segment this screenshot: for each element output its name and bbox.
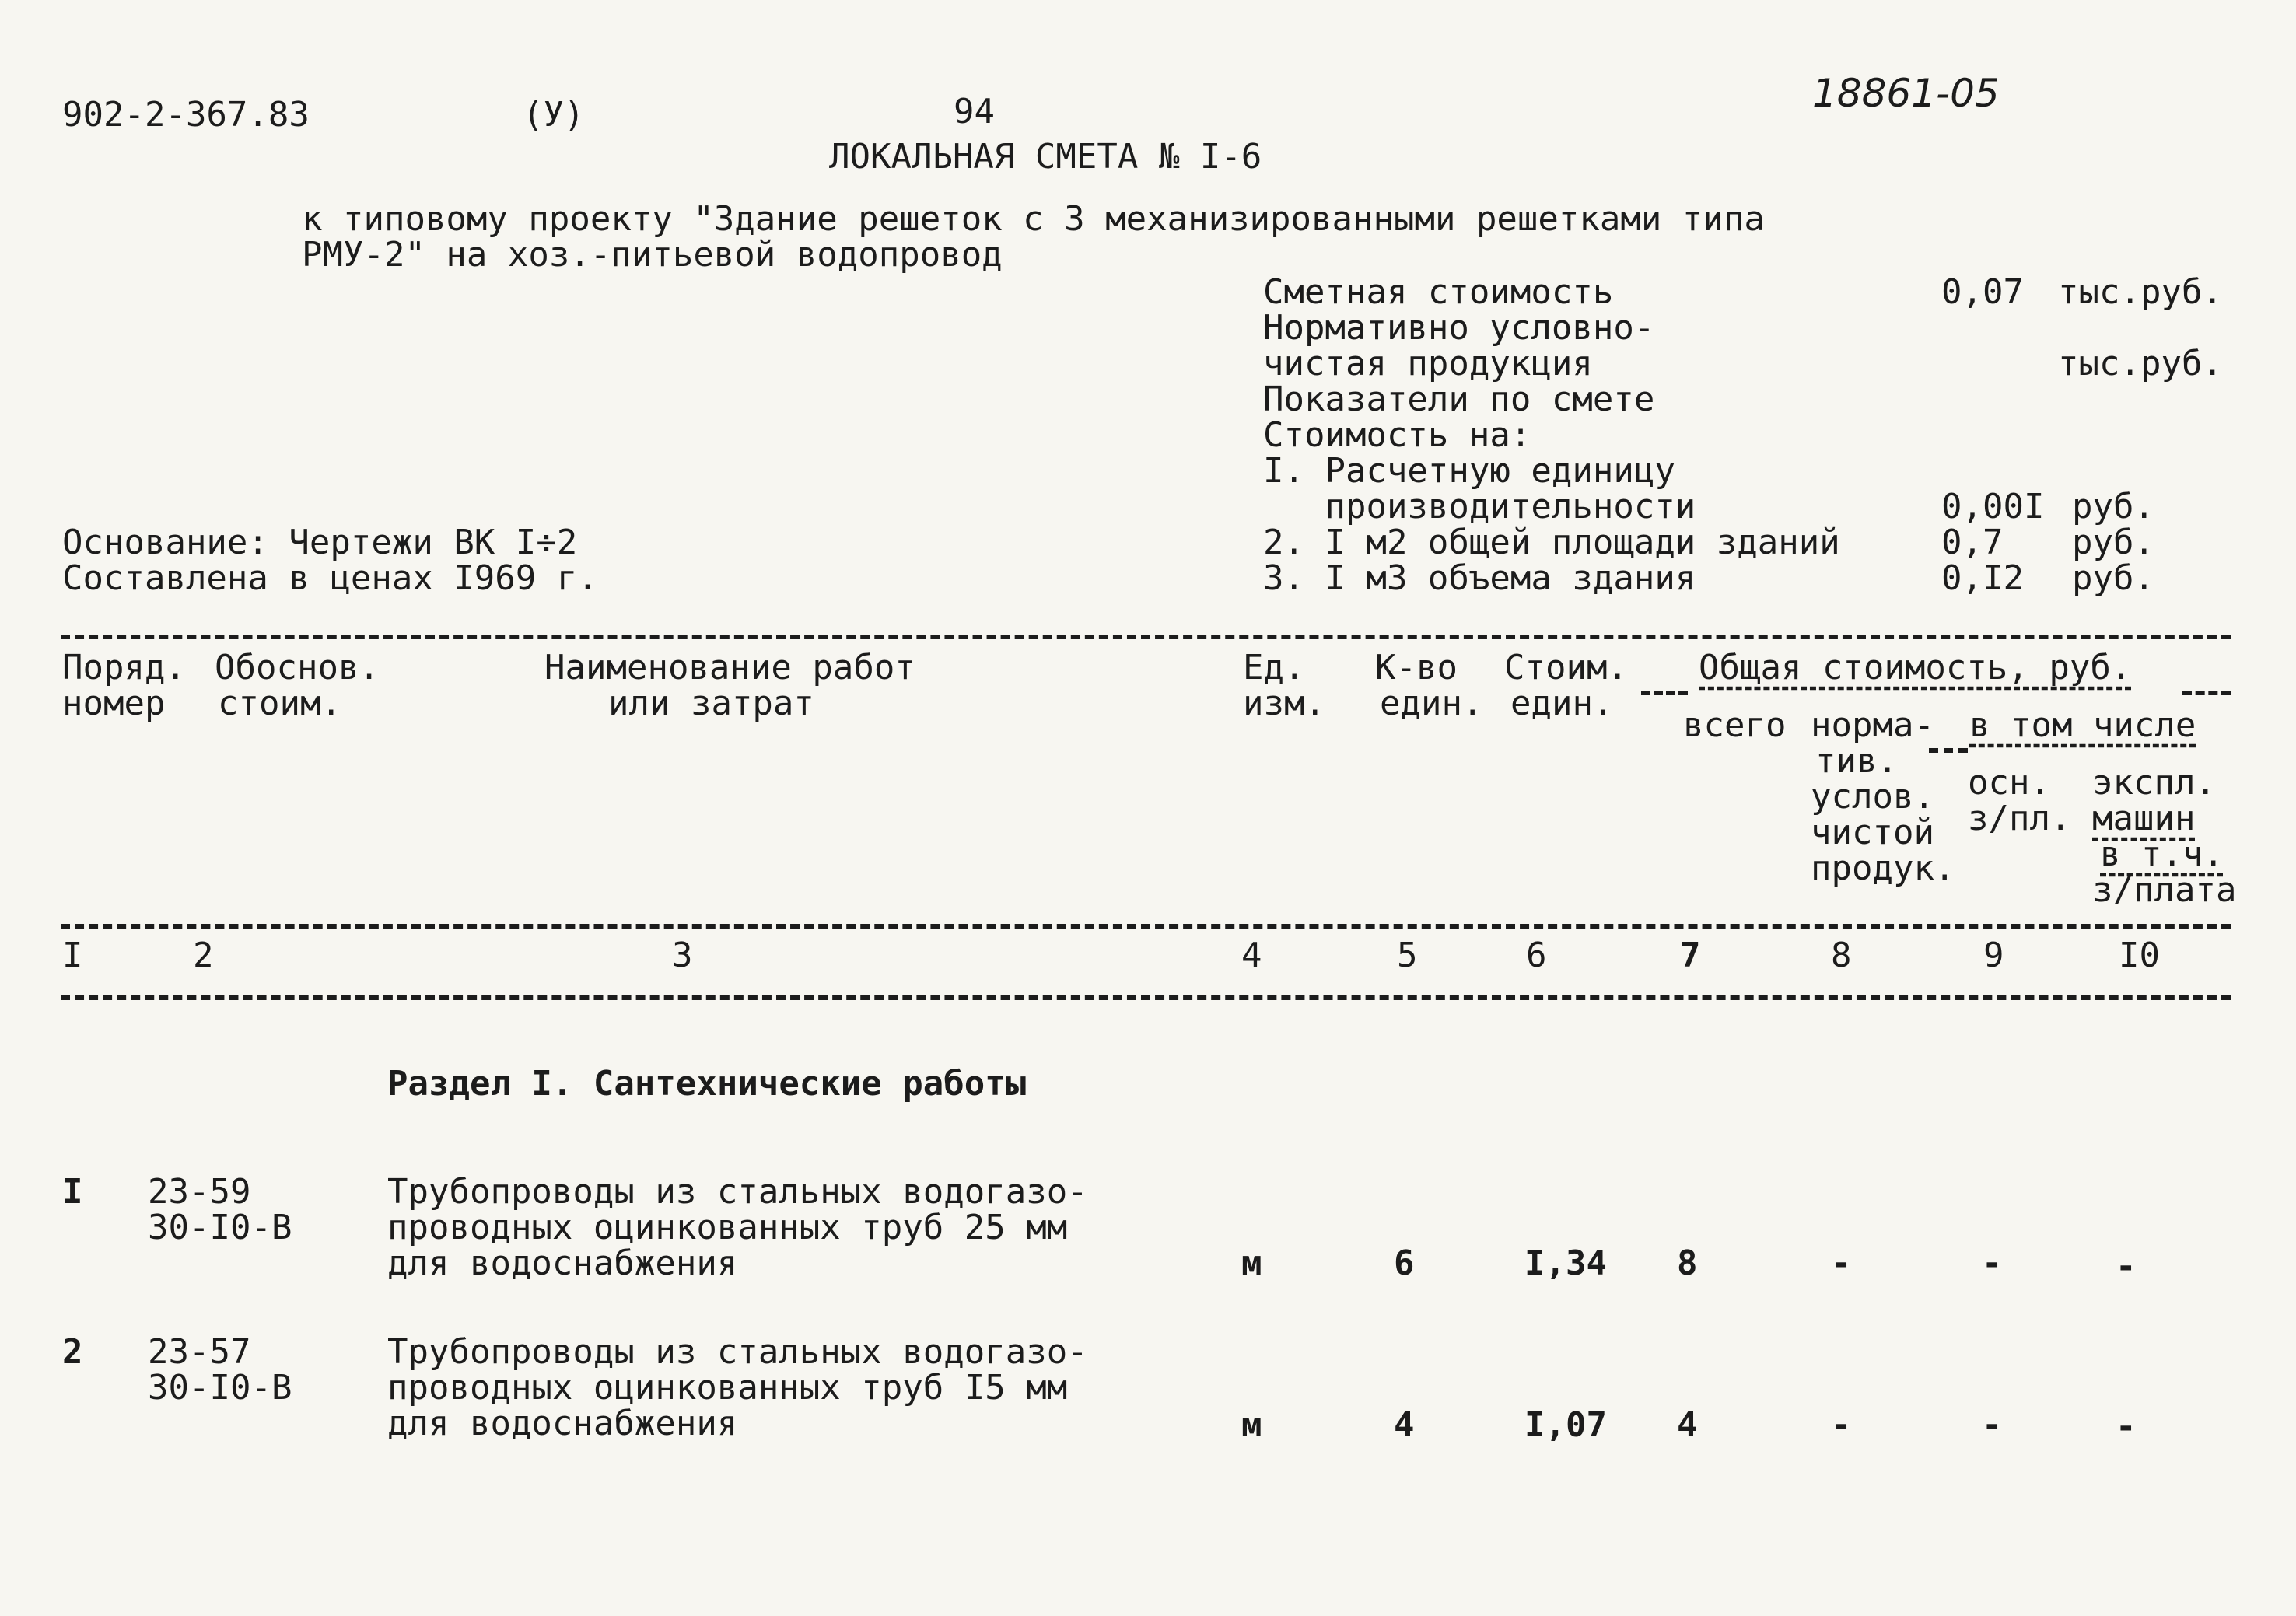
row-basis-line2: 30-I0-В [148, 1208, 292, 1247]
total-cost-rule-left [1641, 691, 1688, 695]
column-number: I0 [2119, 936, 2160, 975]
col-machines-header-line3: в т.ч. [2100, 834, 2224, 874]
col-norm-header-line4: чистой [1811, 813, 1934, 852]
column-number: 3 [672, 936, 693, 975]
column-number: 2 [193, 936, 214, 975]
indicator-1-value: 0,00I [1941, 487, 2045, 526]
indicator-3-value: 0,I2 [1941, 558, 2024, 598]
document-title: ЛОКАЛЬНАЯ СМЕТА № I-6 [829, 137, 1262, 177]
col-price-header-line2: един. [1510, 684, 1614, 723]
row-name-line1: Трубопроводы из стальных водогазо- [387, 1172, 1088, 1212]
col-norm-header-line2: тив. [1815, 741, 1898, 781]
col-order-header-line1: Поряд. [62, 648, 186, 687]
indicators-label: Показатели по смете [1263, 380, 1655, 419]
column-number: 7 [1680, 936, 1701, 975]
col-norm-header-line5: продук. [1811, 848, 1955, 888]
total-cost-group-header: Общая стоимость, руб. [1699, 648, 2132, 687]
row-normative: - [1831, 1405, 1852, 1445]
row-unit-price: I,07 [1524, 1405, 1607, 1445]
row-basis-line1: 23-59 [148, 1172, 251, 1212]
row-wage: - [1982, 1243, 2003, 1283]
row-name-line3: для водоснабжения [387, 1404, 738, 1443]
row-basis-line1: 23-57 [148, 1332, 251, 1372]
normative-label-line1: Нормативно условно- [1263, 308, 1655, 348]
cost-per-label: Стоимость на: [1263, 415, 1531, 455]
column-number: 5 [1397, 936, 1418, 975]
indicator-1-label-line1: I. Расчетную единицу [1263, 451, 1675, 491]
col-norm-header-line3: услов. [1811, 777, 1934, 817]
row-unit: м [1241, 1243, 1262, 1283]
col-unit-header-line2: изм. [1243, 684, 1325, 723]
col-machines-header-line4: з/плата [2092, 870, 2237, 910]
row-name-line2: проводных оцинкованных труб I5 мм [387, 1368, 1068, 1408]
including-rule-left [1929, 748, 1968, 753]
col-name-header-line2: или затрат [608, 684, 814, 723]
col-machines-header-line2: машин [2092, 799, 2196, 838]
variant-mark: (У) [523, 95, 585, 135]
project-subtitle-line2: РМУ-2" на хоз.-питьевой водопровод [302, 235, 1003, 275]
row-order-number: 2 [62, 1332, 83, 1372]
col-wage-header-line2: з/пл. [1968, 799, 2071, 838]
row-total: 4 [1677, 1405, 1698, 1445]
col-total-header: всего [1683, 705, 1787, 745]
row-total: 8 [1677, 1243, 1698, 1283]
row-unit-price: I,34 [1524, 1243, 1607, 1283]
col-order-header-line2: номер [62, 684, 166, 723]
row-machines: - [2116, 1407, 2137, 1446]
col-basis-header-line2: стоим. [218, 684, 341, 723]
including-group-header: в том числе [1969, 705, 2196, 745]
col-qty-header-line1: К-во [1375, 648, 1458, 687]
project-subtitle-line1: к типовому проекту "Здание решеток с 3 механизированными решетками типа [302, 199, 1765, 239]
basis-drawings: Основание: Чертежи ВК I÷2 [62, 523, 578, 562]
total-cost-rule-right [2182, 691, 2231, 695]
row-quantity: 6 [1394, 1243, 1415, 1283]
page-number: 94 [954, 92, 995, 131]
row-wage: - [1982, 1405, 2003, 1445]
row-unit: м [1241, 1405, 1262, 1445]
indicator-3-label: 3. I м3 объема здания [1263, 558, 1696, 598]
col-norm-header-line1: норма- [1811, 705, 1934, 745]
column-number: 9 [1983, 936, 2004, 975]
column-number: 6 [1526, 936, 1547, 975]
estimated-cost-label: Сметная стоимость [1263, 272, 1614, 312]
normative-unit: тыс.руб. [2058, 344, 2223, 383]
row-machines: - [2116, 1247, 2137, 1286]
column-number: 4 [1241, 936, 1262, 975]
row-basis-line2: 30-I0-В [148, 1368, 292, 1408]
indicator-2-label: 2. I м2 общей площади зданий [1263, 523, 1840, 562]
column-number: 8 [1831, 936, 1852, 975]
col-basis-header-line1: Обоснов. [215, 648, 380, 687]
col-price-header-line1: Стоим. [1504, 648, 1628, 687]
row-name-line2: проводных оцинкованных труб 25 мм [387, 1208, 1068, 1247]
normative-label-line2: чистая продукция [1263, 344, 1593, 383]
estimated-cost-value: 0,07 [1941, 272, 2024, 312]
estimated-cost-unit: тыс.руб. [2058, 272, 2223, 312]
col-unit-header-line1: Ед. [1243, 648, 1305, 687]
column-numbers-bottom-rule [61, 995, 2231, 1000]
col-wage-header-line1: осн. [1968, 763, 2050, 803]
col-qty-header-line2: един. [1380, 684, 1483, 723]
col-name-header-line1: Наименование работ [544, 648, 915, 687]
indicator-2-unit: руб. [2072, 523, 2154, 562]
table-top-rule [61, 635, 2231, 639]
header-bottom-rule [61, 924, 2231, 929]
row-order-number: I [62, 1172, 83, 1212]
section-title: Раздел I. Сантехнические работы [387, 1064, 1027, 1104]
indicator-3-unit: руб. [2072, 558, 2154, 598]
basis-price-year: Составлена в ценах I969 г. [62, 558, 598, 598]
indicator-1-unit: руб. [2072, 487, 2154, 526]
row-quantity: 4 [1394, 1405, 1415, 1445]
document-code: 902-2-367.83 [62, 95, 310, 135]
column-number: I [62, 936, 83, 975]
row-name-line1: Трубопроводы из стальных водогазо- [387, 1332, 1088, 1372]
row-normative: - [1831, 1243, 1852, 1283]
col-machines-header-line1: экспл. [2092, 763, 2216, 803]
indicator-1-label-line2: производительности [1263, 487, 1696, 526]
row-name-line3: для водоснабжения [387, 1243, 738, 1283]
indicator-2-value: 0,7 [1941, 523, 2004, 562]
handwritten-number: 18861-05 [1812, 71, 2000, 116]
